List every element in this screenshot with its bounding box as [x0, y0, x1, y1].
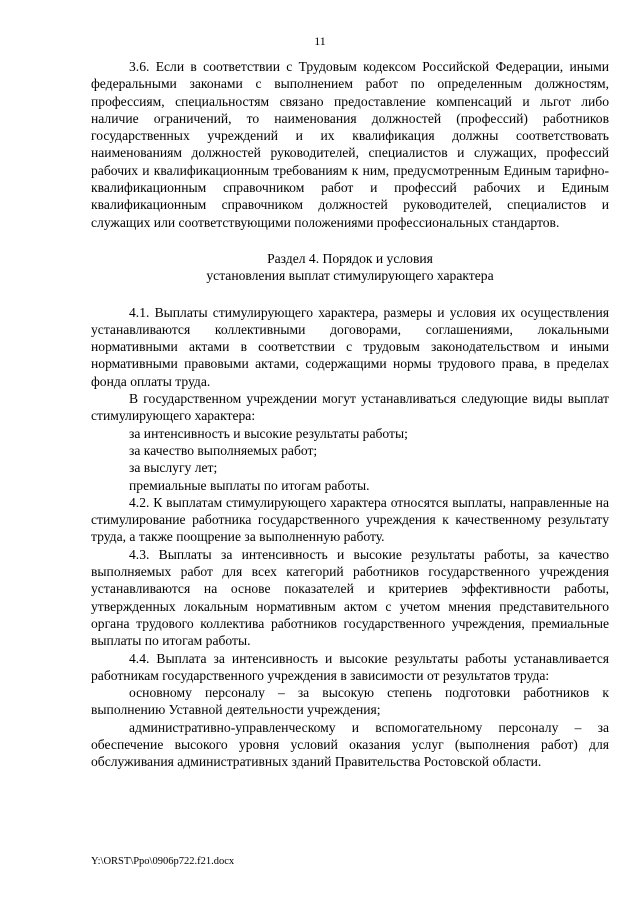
section-heading — [91, 250, 609, 285]
paragraph-3-6: 3.6. Если в соответствии с Трудовым кодексом Российской Федерации, иными федеральными законами с выполнением работ по определенным должностям, профессиям, специальностям связано предоставление компенсаций и льгот либо наличие ограничений, то наименования должностей (профессий) работников государственных учреждений и их квалификация должны соответствовать наименованиям должностей руководителей, специалистов и служащих, профессий рабочих и квалификационным требованиям к ним, предусмотренным Единым тарифно-квалификационным справочником работ и профессий рабочих и Единым квалификационным справочником должностей руководителей, специалистов и служащих или соответствующими положениями профессиональных стандартов. — [91, 59, 609, 230]
list-item: за выслугу лет; — [129, 460, 218, 476]
paragraph-4-1: 4.1. Выплаты стимулирующего характера, размеры и условия их осуществления устанавливаются коллективными договорами, соглашениями, локальными нормативными актами в соответствии с трудовым законодательством и иными нормативными правовыми актами, содержащими нормы трудового права, в пределах фонда оплаты труда. — [91, 304, 609, 389]
list-item: за интенсивность и высокие результаты работы; — [129, 425, 408, 441]
section-heading-line-1: Раздел 4. Порядок и условия — [267, 250, 433, 266]
section-heading-line-2: установления выплат стимулирующего характера — [206, 268, 494, 284]
paragraph-4-4-admin-staff: административно-управленческому и вспомогательному персоналу – за обеспечение высокого уровня условий оказания услуг (выполнения работ) для обслуживания административных зданий Правительства Ростовской области. — [91, 719, 609, 770]
paragraph-4-4: 4.4. Выплата за интенсивность и высокие результаты работы устанавливается работникам государственного учреждения в зависимости от результатов труда: — [91, 650, 609, 683]
document-body — [91, 58, 609, 771]
list-item: за качество выполняемых работ; — [129, 442, 318, 458]
paragraph-4-3: 4.3. Выплаты за интенсивность и высокие результаты работы, за качество выполняемых работ для всех категорий работников государственного учреждения устанавливаются на основе показателей и критериев эффективности работы, утвержденных локальным нормативным актом с учетом мнения представительного органа трудового коллектива работников государственного учреждения, премиальные выплаты по итогам работы. — [91, 546, 609, 649]
paragraph-4-2: 4.2. К выплатам стимулирующего характера относятся выплаты, направленные на стимулирование работника государственного учреждения к качественному результату труда, а также поощрение за выполненную работу. — [91, 494, 609, 545]
paragraph-types-intro: В государственном учреждении могут устанавливаться следующие виды выплат стимулирующего характера: — [91, 391, 609, 424]
paragraph-4-4-main-staff: основному персоналу – за высокую степень подготовки работников к выполнению Уставной деятельности учреждения; — [91, 685, 609, 718]
page-number: 11 — [314, 34, 326, 48]
list-item: премиальные выплаты по итогам работы. — [129, 477, 370, 493]
footer-file-path: Y:\ORST\Ppo\0906p722.f21.docx — [91, 856, 235, 867]
